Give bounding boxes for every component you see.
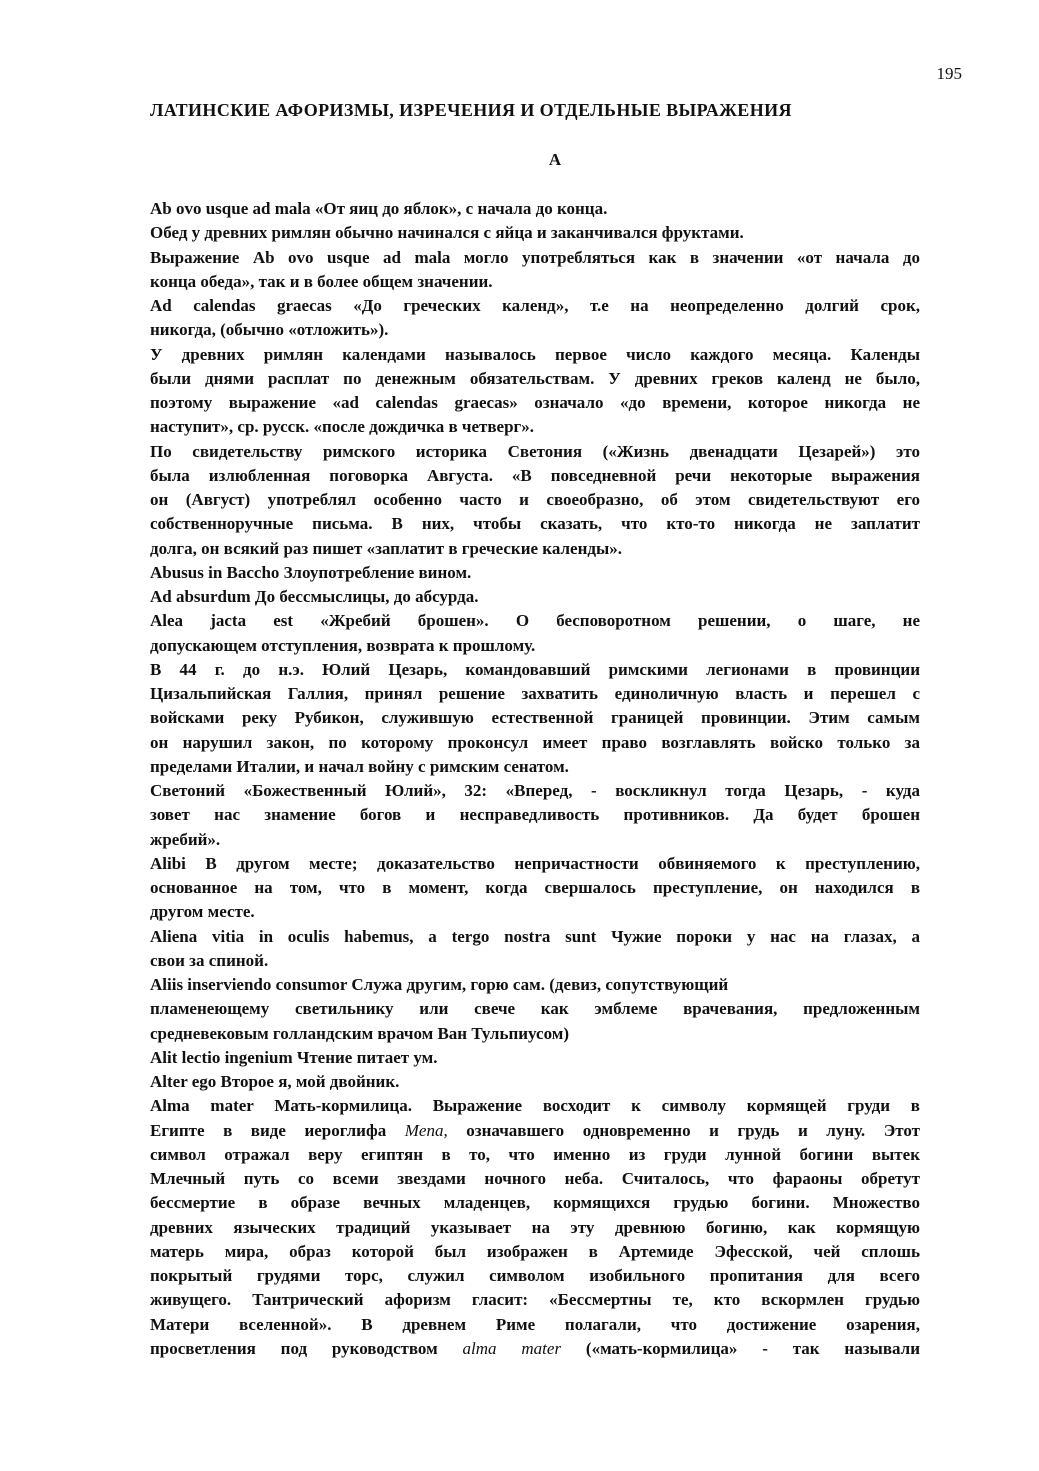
text-line: конца обеда», так и в более общем значении.: [150, 271, 493, 291]
text-line: Светоний «Божественный Юлий», 32: «Вперед, - воскликнул тогда Цезарь, - куда: [150, 781, 920, 800]
text-line: пламенеющему светильнику или свече как эмблеме врачевания, предложенным: [150, 999, 920, 1019]
text-line: Aliis inserviendo consumor Служа другим, горю сам. (девиз, сопутствующий: [150, 975, 729, 994]
page-number: 195: [936, 64, 962, 83]
text-line: другом месте.: [150, 902, 255, 922]
text-line: Aliena vitia in oculis habemus, a tergo nostra sunt Чужие пороки у нас на глазах, а: [150, 926, 920, 946]
text-span: («мать-кормилица» - так называли: [561, 1338, 920, 1358]
text-line: были днями расплат по денежным обязательствам. У древних греков календ не было,: [150, 368, 920, 388]
text-line: Ab ovo usque ad mala «От яиц до яблок», с начала до конца.: [150, 199, 608, 218]
italic-term: alma mater: [462, 1338, 562, 1358]
text-line: Цизальпийская Галлия, принял решение захватить единоличную власть и перешел с: [150, 684, 920, 703]
text-line: наступит», ср. русск. «после дождичка в четверг».: [150, 417, 535, 437]
text-line: покрытый грудями торс, служил символом изобильного пропитания для всего: [150, 1266, 920, 1285]
text-line: он нарушил закон, по которому проконсул имеет право возглавлять войско только за: [150, 732, 920, 752]
text-line: Ad absurdum До бессмыслицы, до абсурда.: [150, 587, 479, 606]
text-line: В 44 г. до н.э. Юлий Цезарь, командовавший римскими легионами в провинции: [150, 659, 920, 679]
text-line: долга, он всякий раз пишет «заплатит в греческие календы».: [150, 538, 622, 558]
text-line: У древних римлян календами называлось первое число каждого месяца. Календы: [150, 344, 920, 364]
text-line: По свидетельству римского историка Светония («Жизнь двенадцати Цезарей») это: [150, 441, 920, 461]
text-line: древних языческих традиций указывает на эту древнюю богиню, как кормящую: [150, 1217, 920, 1237]
text-line: Выражение Ab ovo usque ad mala могло употребляться как в значении «от начала до: [150, 247, 920, 267]
text-line: Млечный путь со всеми звездами ночного неба. Считалось, что фараоны обретут: [150, 1169, 920, 1188]
text-line: жребий».: [150, 829, 221, 849]
text-line: Alma mater Мать-кормилица. Выражение восходит к символу кормящей груди в: [150, 1096, 920, 1116]
text-line: живущего. Тантрический афоризм гласит: «Бессмертны те, кто вскормлен грудью: [150, 1290, 920, 1310]
text-line: матерь мира, образ которой был изображен в Артемиде Эфесской, чей сплошь: [150, 1241, 920, 1261]
text-line: пределами Италии, и начал войну с римским сенатом.: [150, 756, 569, 776]
text-line: допускающем отступления, возврата к прошлому.: [150, 635, 536, 655]
italic-term: Mena,: [404, 1120, 448, 1140]
text-line: Alter ego Второе я, мой двойник.: [150, 1072, 400, 1091]
text-span: Египте в виде иероглифа: [150, 1120, 405, 1140]
text-line: свои за спиной.: [150, 950, 269, 970]
text-line: он (Август) употреблял особенно часто и своеобразно, об этом свидетельствуют его: [150, 490, 920, 509]
text-line: [150, 1337, 920, 1361]
text-line: Alibi В другом месте; доказательство непричастности обвиняемого к преступлению,: [150, 853, 920, 873]
text-line: Обед у древних римлян обычно начинался с яйца и заканчивался фруктами.: [150, 223, 744, 243]
text-line: символ отражал веру египтян в то, что именно из груди лунной богини вытек: [150, 1144, 920, 1164]
text-line: никогда, (обычно «отложить»).: [150, 320, 389, 340]
text-span: означавшего одновременно и грудь и луну. Этот: [447, 1120, 920, 1140]
text-span: просветления под руководством: [150, 1338, 463, 1358]
text-line: собственноручные письма. В них, чтобы сказать, что кто-то никогда не заплатит: [150, 514, 920, 534]
text-line: средневековым голландским врачом Ван Тульпиусом): [150, 1023, 569, 1043]
document-body: [150, 197, 920, 1361]
text-line: Ad calendas graecas «До греческих календ», т.е на неопределенно долгий срок,: [150, 296, 920, 315]
page-title: ЛАТИНСКИЕ АФОРИЗМЫ, ИЗРЕЧЕНИЯ И ОТДЕЛЬНЫЕ ВЫРАЖЕНИЯ: [150, 100, 792, 120]
text-line: Alea jacta est «Жребий брошен». О бесповоротном решении, о шаге, не: [150, 611, 920, 631]
section-letter: A: [548, 150, 562, 169]
text-line: зовет нас знамение богов и несправедливость противников. Да будет брошен: [150, 805, 920, 825]
text-line: основанное на том, что в момент, когда свершалось преступление, он находился в: [150, 878, 920, 897]
text-line: была излюбленная поговорка Августа. «В повседневной речи некоторые выражения: [150, 465, 920, 485]
text-line: бессмертие в образе вечных младенцев, кормящихся грудью богини. Множество: [150, 1193, 920, 1213]
text-line: Abusus in Baccho Злоупотребление вином.: [150, 562, 472, 582]
text-line: войсками реку Рубикон, служившую естественной границей провинции. Этим самым: [150, 708, 920, 728]
text-line: Матери вселенной». В древнем Риме полагали, что достижение озарения,: [150, 1314, 920, 1334]
text-line: поэтому выражение «ad calendas graecas» означало «до времени, которое никогда не: [150, 393, 920, 412]
text-line: [150, 1119, 920, 1143]
text-line: Alit lectio ingenium Чтение питает ум.: [150, 1047, 438, 1067]
